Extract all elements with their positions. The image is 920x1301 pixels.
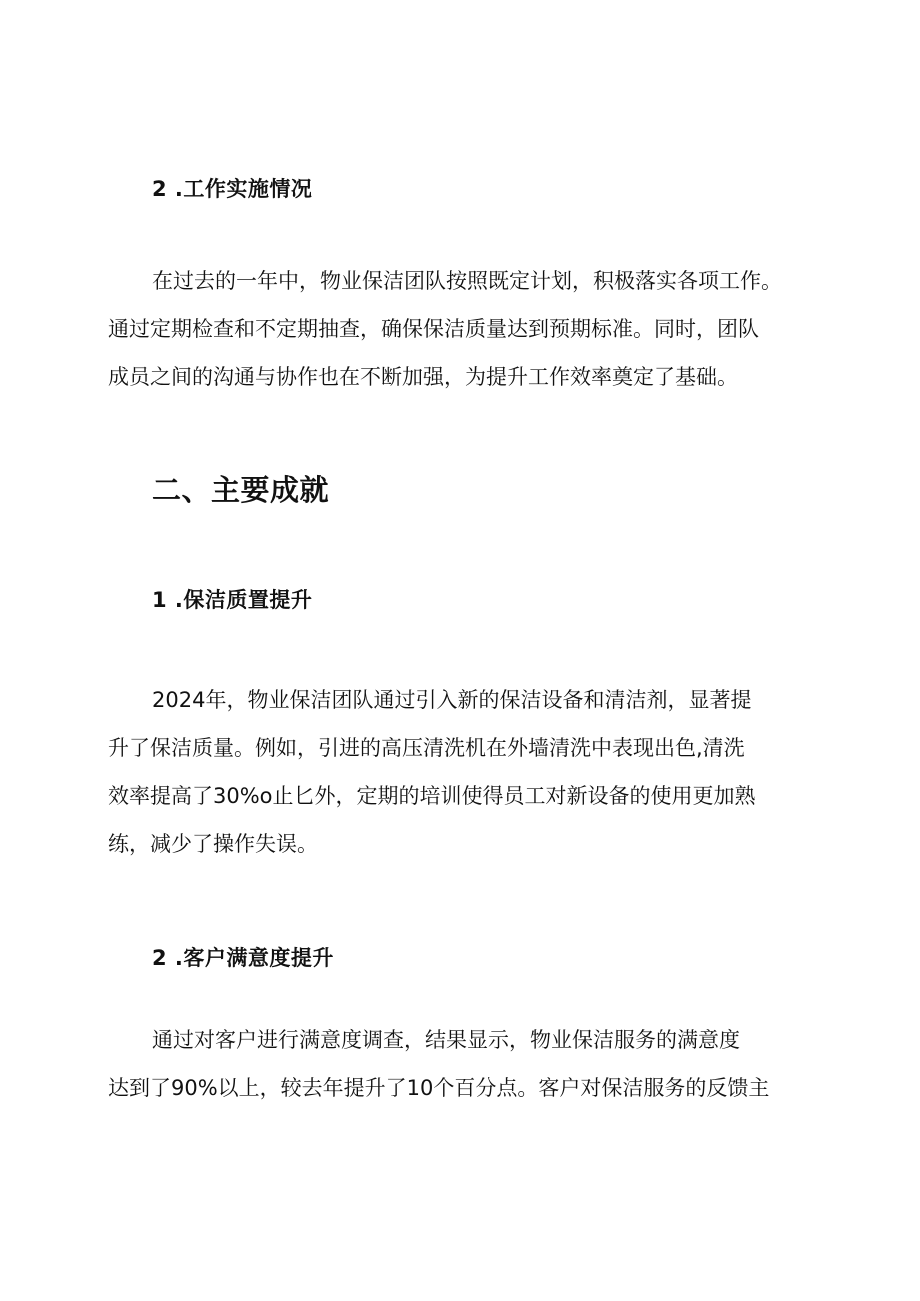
heading-work-implementation: 2 .工作实施情况 bbox=[152, 177, 313, 201]
paragraph-line: 成员之间的沟通与协作也在不断加强，为提升工作效率奠定了基础。 bbox=[108, 365, 738, 389]
paragraph-line: 通过定期检查和不定期抽查，确保保洁质量达到预期标准。同时，团队 bbox=[108, 317, 759, 341]
paragraph-customer-satisfaction bbox=[108, 1016, 769, 1112]
heading-main-achievements: 二、主要成就 bbox=[152, 473, 330, 507]
paragraph-line: 达到了90%以上，较去年提升了10个百分点。客户对保洁服务的反馈主 bbox=[108, 1076, 770, 1100]
paragraph-work-implementation bbox=[108, 257, 782, 401]
heading-cleaning-quality: 1 .保洁质置提升 bbox=[152, 588, 313, 612]
paragraph-line: 效率提高了30%o止匕外，定期的培训使得员工对新设备的使用更加熟 bbox=[108, 784, 756, 808]
paragraph-cleaning-quality bbox=[108, 676, 756, 868]
paragraph-line: 升了保洁质量。例如，引进的高压清洗机在外墙清洗中表现出色,清洗 bbox=[108, 736, 745, 760]
paragraph-line: 2024年，物业保洁团队通过引入新的保洁设备和清洁剂，显著提 bbox=[152, 688, 752, 712]
paragraph-line: 练，减少了操作失误。 bbox=[108, 832, 318, 856]
paragraph-line: 在过去的一年中，物业保洁团队按照既定计划，积极落实各项工作。 bbox=[152, 269, 782, 293]
paragraph-line: 通过对客户进行满意度调查，结果显示，物业保洁服务的满意度 bbox=[152, 1028, 740, 1052]
heading-customer-satisfaction: 2 .客户满意度提升 bbox=[152, 946, 334, 970]
